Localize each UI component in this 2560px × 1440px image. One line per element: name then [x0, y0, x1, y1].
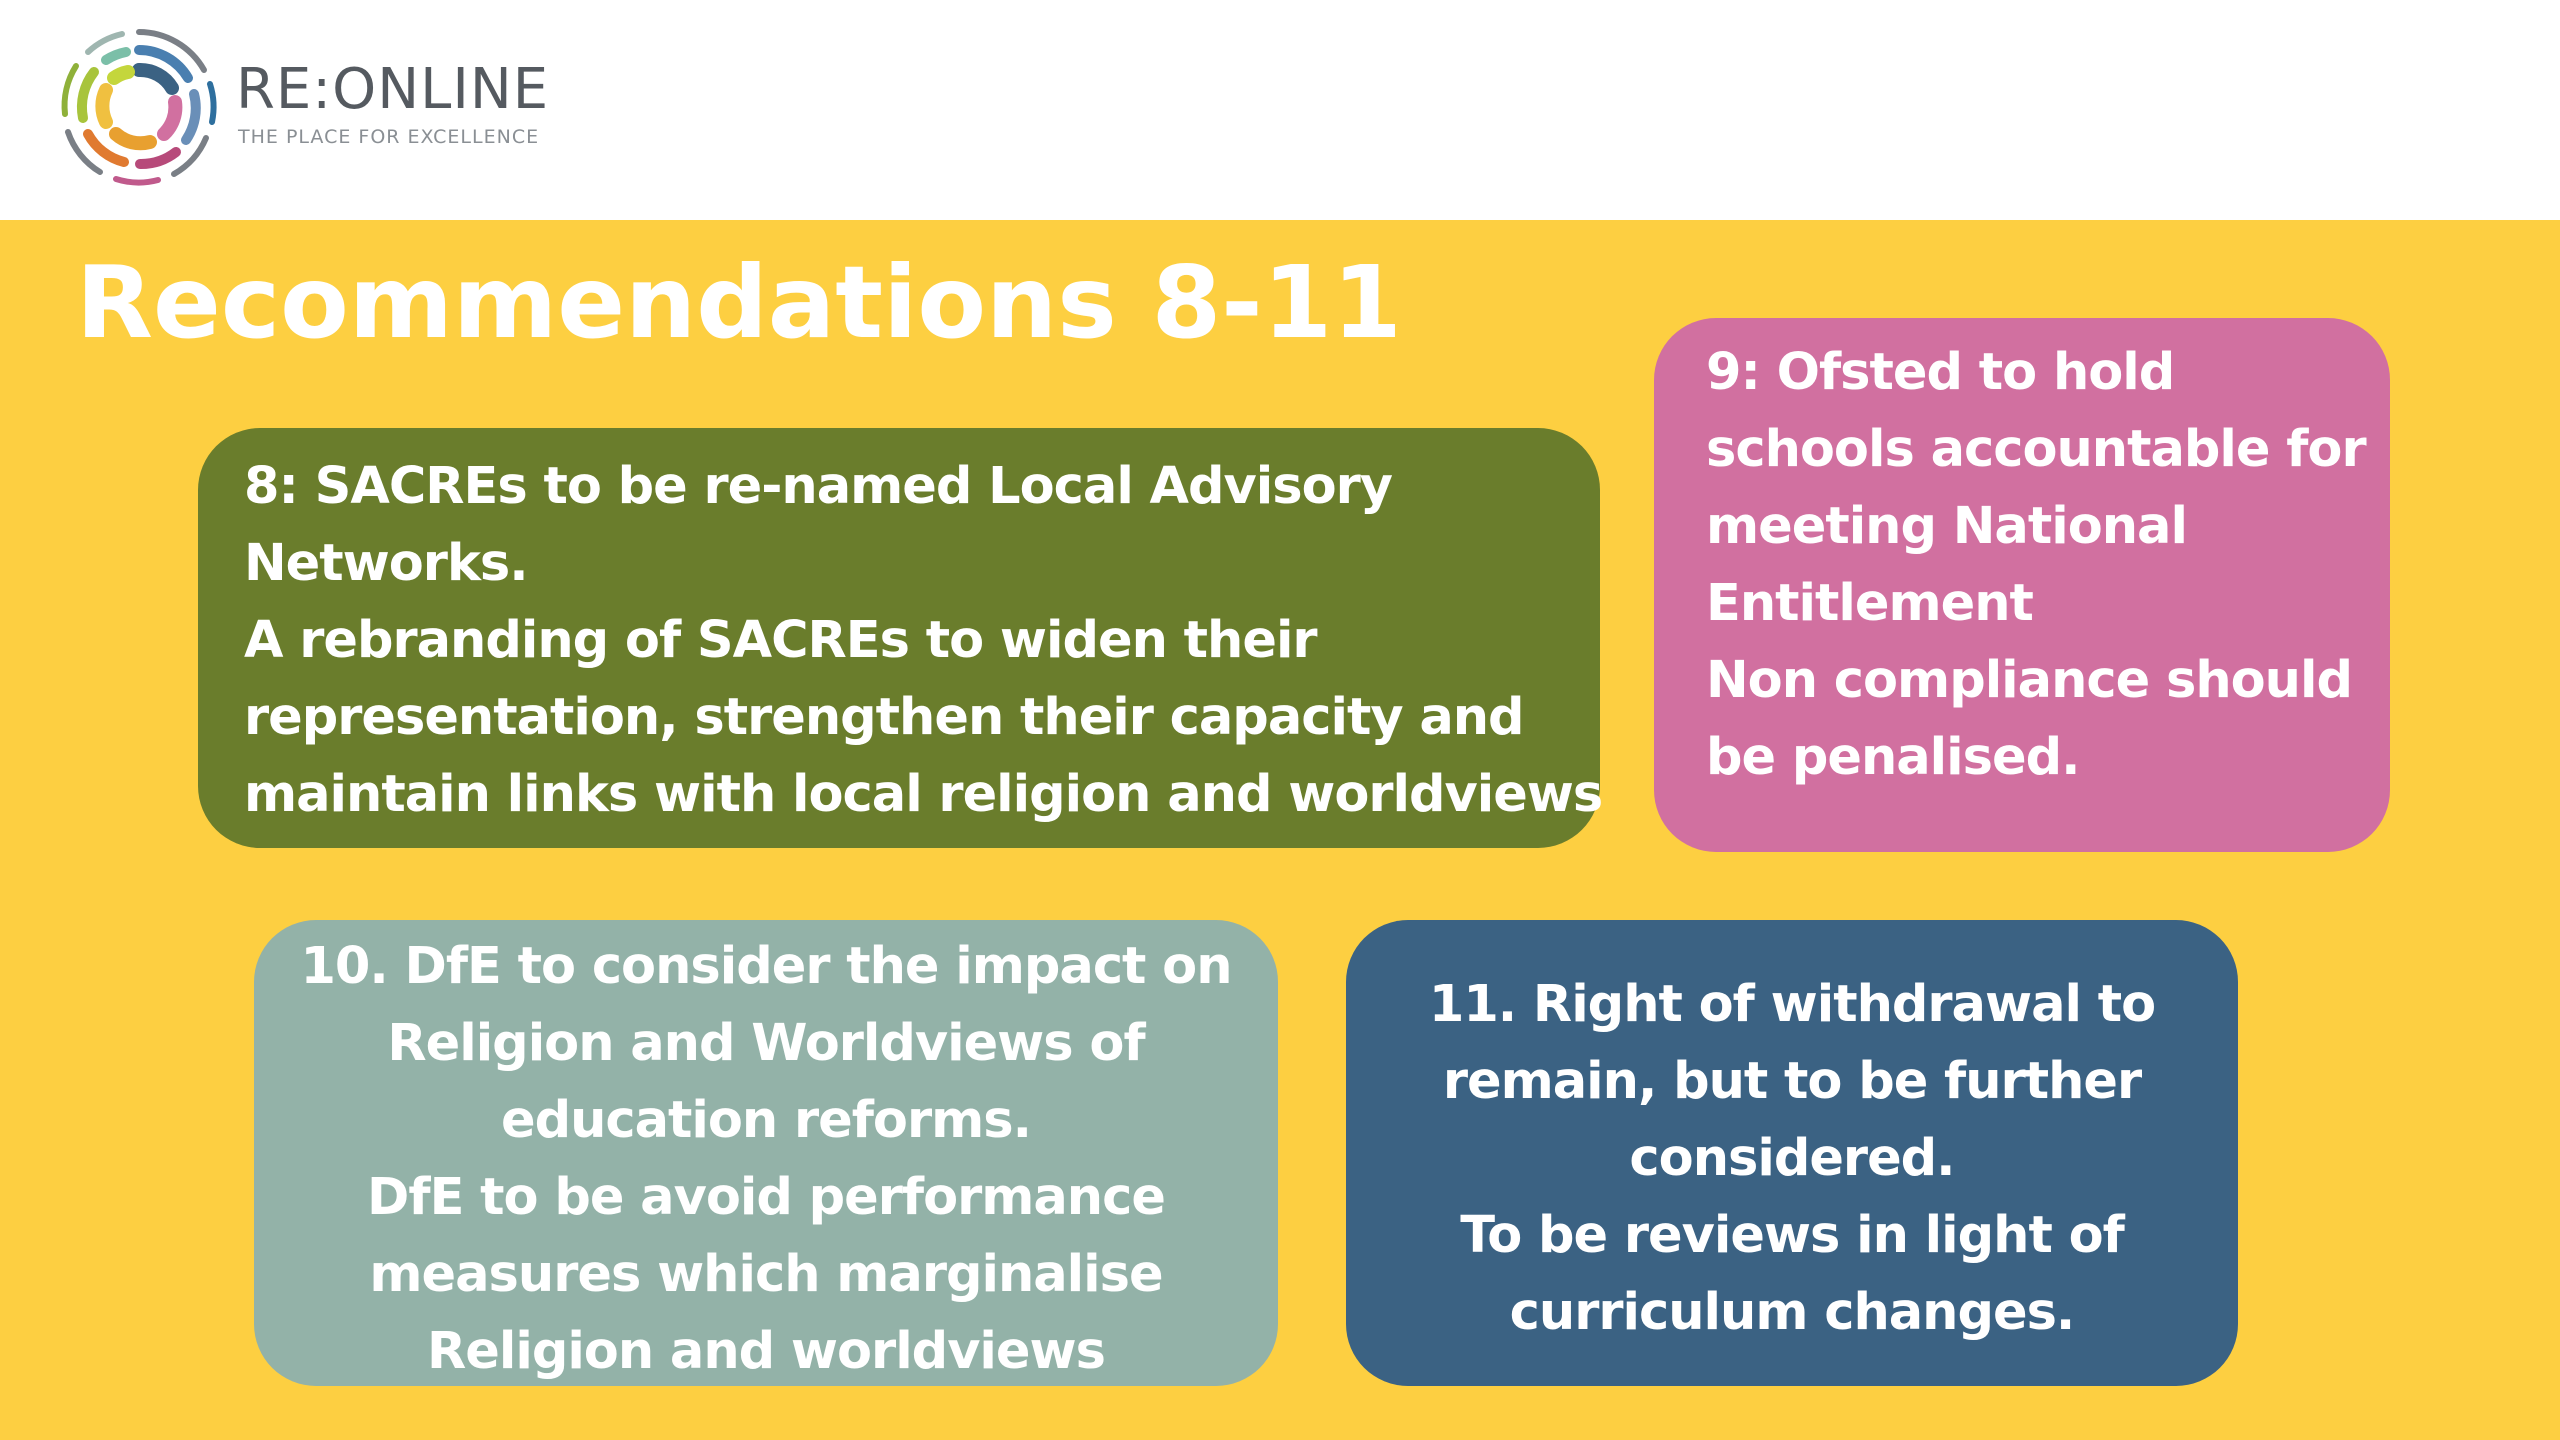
recommendation-text-line: Religion and Worldviews of [387, 1014, 1145, 1073]
recommendation-text-line: 9: Ofsted to hold [1706, 343, 2175, 402]
recommendation-text-line: maintain links with local religion and worldviews [244, 765, 1603, 824]
recommendation-text-line: meeting National [1706, 497, 2187, 556]
recommendation-text-line: 8: SACREs to be re-named Local Advisory [244, 457, 1393, 516]
recommendation-text-line: 11. Right of withdrawal to [1428, 975, 2156, 1034]
recommendation-text-line: remain, but to be further [1442, 1052, 2142, 1111]
brand-name: RE:ONLINE [236, 57, 550, 122]
recommendation-text-line: be penalised. [1706, 728, 2080, 787]
recommendation-text-line: measures which marginalise [369, 1245, 1163, 1304]
recommendation-10-box [254, 920, 1278, 1386]
recommendation-text-line: 10. DfE to consider the impact on [300, 937, 1232, 996]
recommendation-9-box [1654, 318, 2390, 852]
recommendation-text-line: A rebranding of SACREs to widen their [244, 611, 1317, 670]
recommendation-text-line: considered. [1629, 1129, 1955, 1188]
recommendation-11-box [1346, 920, 2238, 1386]
recommendation-text-line: Entitlement [1706, 574, 2033, 633]
recommendation-text-line: education reforms. [500, 1091, 1031, 1150]
brand-tagline: THE PLACE FOR EXCELLENCE [238, 126, 540, 148]
recommendation-text-line: Religion and worldviews [427, 1322, 1105, 1381]
recommendation-text-line: To be reviews in light of [1460, 1206, 2124, 1265]
header [0, 0, 2560, 220]
slide-title: Recommendations 8-11 [76, 244, 1402, 361]
recommendation-text-line: Networks. [244, 534, 528, 593]
recommendation-text-line: representation, strengthen their capacity and [244, 688, 1524, 747]
recommendation-text-line: curriculum changes. [1509, 1283, 2075, 1342]
recommendation-text-line: DfE to be avoid performance [367, 1168, 1165, 1227]
slide-body [0, 220, 2560, 1440]
recommendation-text-line: Non compliance should [1706, 651, 2352, 710]
recommendation-text-line: schools accountable for [1706, 420, 2366, 479]
recommendation-8-box [198, 428, 1603, 848]
reonline-circular-logo-icon [54, 22, 224, 192]
